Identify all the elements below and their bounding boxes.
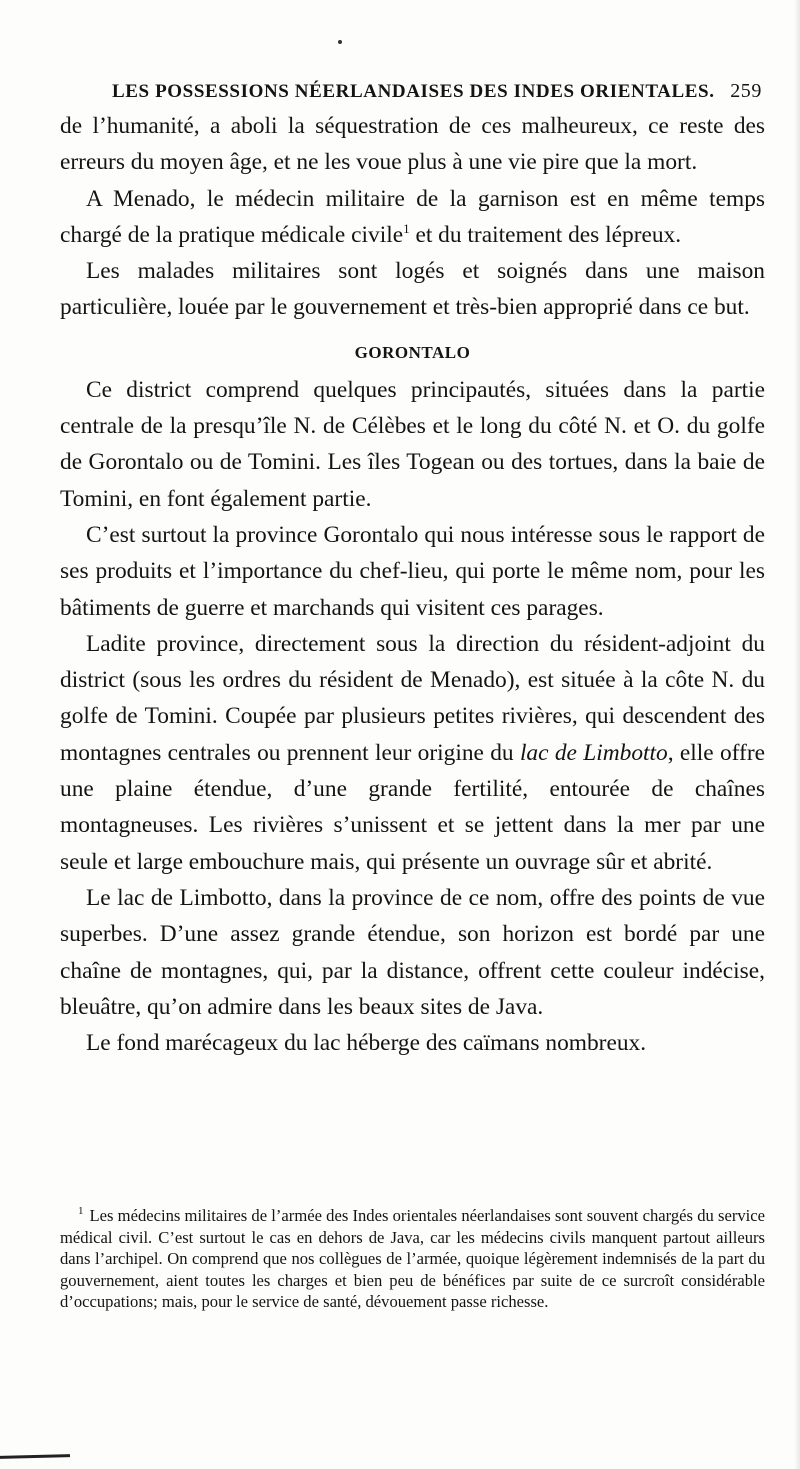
footnote-1 xyxy=(60,1205,765,1313)
paragraph-2-text-a: A Menado, le médecin militaire de la garnison est en même temps chargé de la pratique médicale civile xyxy=(60,185,765,248)
paragraph-6 xyxy=(60,626,765,880)
footnote-text: Les médecins militaires de l’armée des Indes orientales néerlandaises sont souvent chargés du service médical civil. C’est surtout le cas en dehors de Java, car les médecins civils manquent partout ailleurs dans l’archipel. On comprend que nos collègues de l’armée, quoique légèrement indemnisés de la part du gouvernement, aient toutes les charges et bien peu de bénéfices par suite de ce surcroît considérable d’occupations; mais, pour le service de santé, dévouement passe richesse. xyxy=(60,1206,765,1312)
footnote-reference: 1 xyxy=(403,221,410,237)
footnotes xyxy=(60,1205,765,1313)
paragraph-3: Les malades militaires sont logés et soignés dans une maison particulière, louée par le gouvernement et très-bien approprié dans ce but. xyxy=(60,258,765,321)
running-header-title: LES POSSESSIONS NÉERLANDAISES DES INDES ORIENTALES. xyxy=(112,81,715,102)
scan-shadow xyxy=(794,0,800,1469)
paragraph-8: Le fond marécageux du lac héberge des caïmans nombreux. xyxy=(86,1030,647,1057)
paragraph-5: C’est surtout la province Gorontalo qui nous intéresse sous le rapport de ses produits et l’importance du chef-lieu, qui porte le même nom, pour les bâtiments de guerre et marchands qui visitent ces parages. xyxy=(60,521,765,621)
paragraph-1: de l’humanité, a aboli la séquestration de ces malheureux, ce reste des erreurs du moyen âge, et ne les voue plus à une vie pire que la mort. xyxy=(60,113,765,176)
paragraph-7: Le lac de Limbotto, dans la province de ce nom, offre des points de vue superbes. D’une assez grande étendue, son horizon est bordé par une chaîne de montagnes, qui, par la distance, offrent cette couleur indécise, bleuâtre, qu’on admire dans les beaux sites de Java. xyxy=(60,884,765,1020)
footnote-mark: 1 xyxy=(78,1205,84,1218)
scan-speck xyxy=(338,40,342,44)
page-number: 259 xyxy=(730,80,762,102)
paragraph-6-text-a: Ladite province, directement sous la direction du résident-adjoint du district (sous les ordres du résident de Menado), est située à la côte N. du golfe de Tomini. Coupée par plusieurs petites rivières, qui descendent des montagnes centrales ou prennent leur origine du xyxy=(60,630,765,766)
paragraph-6-text-b: , elle offre une plaine étendue, d’une grande fertilité, entourée de chaînes montagneuses. Les rivières s’unissent et se jettent dans la mer par une seule et large embouchure mais, qui présente un ouvrage sûr et abrité. xyxy=(60,739,765,875)
paragraph-2-text-b: et du traitement des lépreux. xyxy=(409,221,682,248)
section-heading: GORONTALO xyxy=(354,342,471,362)
main-text xyxy=(60,108,765,1061)
paragraph-4: Ce district comprend quelques principautés, situées dans la partie centrale de la presqu’île N. de Célèbes et le long du côté N. et O. du golfe de Gorontalo ou de Tomini. Les îles Togean ou des tortues, dans la baie de Tomini, en font également partie. xyxy=(60,376,765,512)
paragraph-6-italic: lac de Limbotto xyxy=(519,739,668,766)
scan-edge-mark xyxy=(0,1454,70,1459)
running-header xyxy=(112,80,762,103)
paragraph-2 xyxy=(60,181,765,254)
